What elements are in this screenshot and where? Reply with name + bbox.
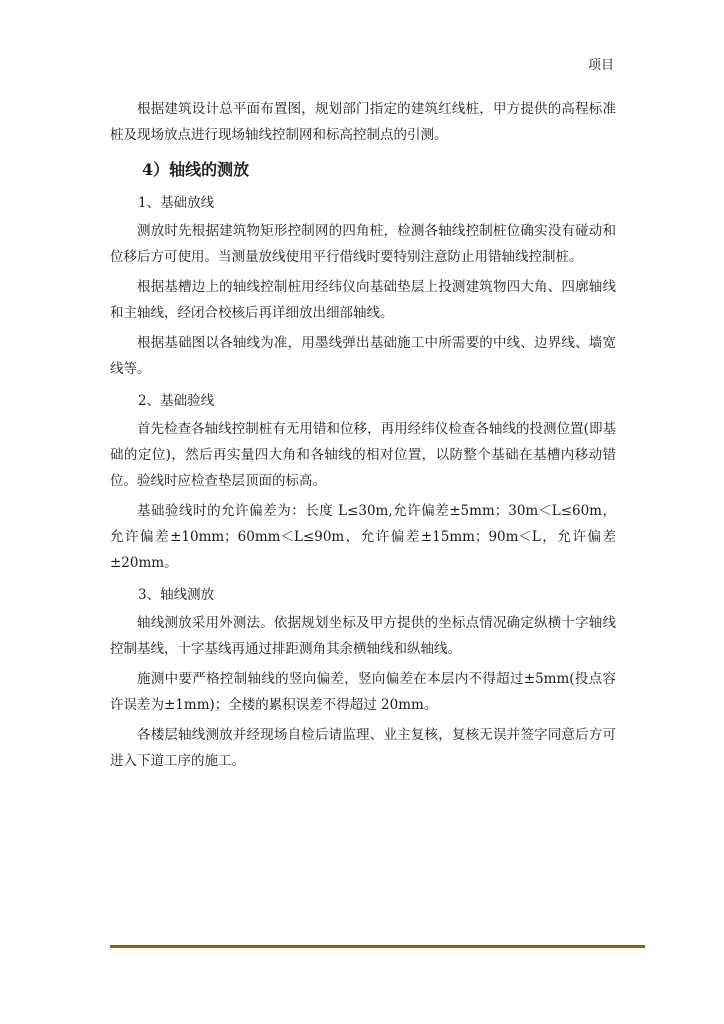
paragraph: 首先检查各轴线控制桩有无用错和位移，再用经纬仪检查各轴线的投测位置(即基础的定位)，然后再实量四大角和各轴线的相对位置，以防整个基础在基槽内移动错位。验线时应检查垫层顶面的标高。: [110, 421, 616, 489]
subheading-foundation-layout: 1、基础放线: [138, 195, 215, 211]
paragraph: 各楼层轴线测放并经现场自检后请监理、业主复核，复核无误并签字同意后方可进入下道工序的施工。: [110, 727, 616, 769]
paragraph: 根据基槽边上的轴线控制桩用经纬仪向基础垫层上投测建筑物四大角、四廓轴线和主轴线，经闭合校核后再详细放出细部轴线。: [110, 279, 616, 321]
subheading-axis-measurement: 3、轴线测放: [138, 587, 215, 603]
section-heading: 4）轴线的测放: [142, 160, 250, 179]
paragraph: 根据基础图以各轴线为准，用墨线弹出基础施工中所需要的中线、边界线、墙宽线等。: [110, 335, 616, 377]
footer-rule: [110, 945, 645, 948]
intro-paragraph: 根据建筑设计总平面布置图，规划部门指定的建筑红线桩，甲方提供的高程标准桩及现场放点进行现场轴线控制网和标高控制点的引测。: [110, 101, 616, 143]
subheading-foundation-check: 2、基础验线: [138, 393, 215, 409]
paragraph: 施测中要严格控制轴线的竖向偏差，竖向偏差在本层内不得超过±5mm(投点容许误差为±1mm)；全楼的累积误差不得超过 20mm。: [110, 671, 616, 713]
paragraph-tolerances: 基础验线时的允许偏差为：长度 L≤30m,允许偏差±5mm；30m＜L≤60m，允许偏差±10mm；60mm＜L≤90m，允许偏差±15mm；90m＜L，允许偏差±20mm。: [110, 503, 616, 571]
document-body: [110, 96, 616, 774]
paragraph: 测放时先根据建筑物矩形控制网的四角桩，检测各轴线控制桩位确实没有碰动和位移后方可使用。当测量放线使用平行借线时要特别注意防止用错轴线控制桩。: [110, 223, 616, 265]
paragraph: 轴线测放采用外测法。依据规划坐标及甲方提供的坐标点情况确定纵横十字轴线控制基线，十字基线再通过排距测角其余横轴线和纵轴线。: [110, 615, 616, 657]
page-header-title: 项目: [587, 58, 614, 73]
